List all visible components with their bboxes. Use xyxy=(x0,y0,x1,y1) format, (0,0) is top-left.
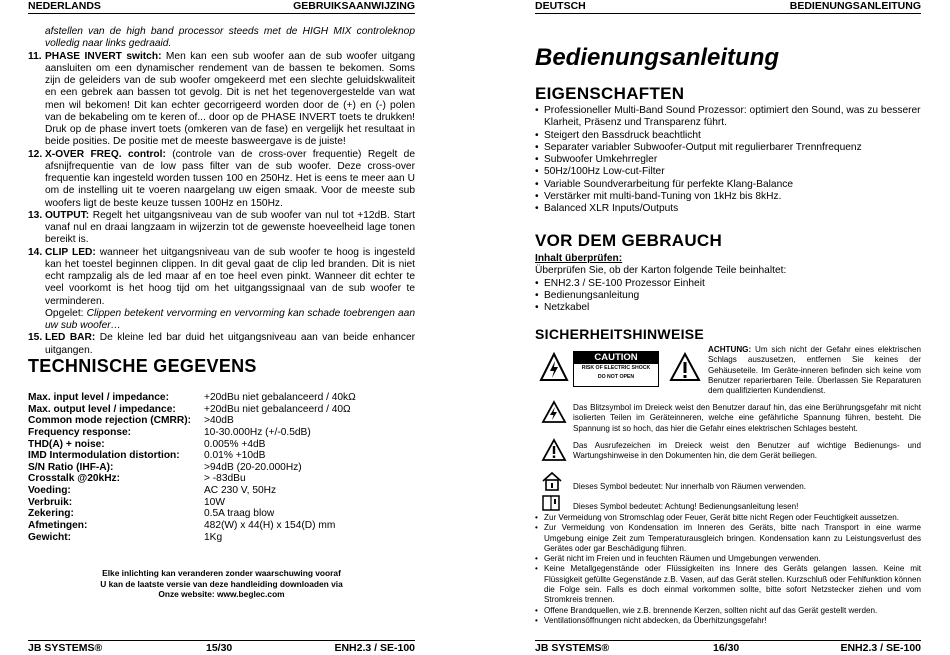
page-title: Bedienungsanleitung xyxy=(535,44,780,71)
list-item: • Netzkabel xyxy=(535,302,921,314)
intro-paragraph: afstellen van de high band processor steeds met de HIGH MIX controleknop volledig naar links gedraaid. xyxy=(45,26,415,50)
item-number: 12. xyxy=(28,148,43,160)
indoor-house-icon xyxy=(541,470,563,492)
spec-label: S/N Ratio (IHF-A): xyxy=(28,461,114,473)
table-row xyxy=(28,508,415,520)
spec-label: Crosstalk @20kHz: xyxy=(28,473,121,485)
note-line: Elke inlichting kan veranderen zonder waarschuwing vooraf xyxy=(102,568,341,578)
spec-value: 10W xyxy=(204,496,225,508)
caution-note xyxy=(28,308,415,333)
table-row xyxy=(28,415,415,427)
page-footer xyxy=(28,640,415,655)
left-page xyxy=(28,0,415,654)
footer-model: ENH2.3 / SE-100 xyxy=(840,642,921,654)
list-item: • Steigert den Bassdruck beachtlicht xyxy=(535,130,921,142)
note-line: U kan de laatste versie van deze handleiding downloaden via xyxy=(100,578,343,589)
item-label: OUTPUT: xyxy=(45,209,90,221)
item-number: 13. xyxy=(28,209,43,221)
manual-symbol-text: Dieses Symbol bedeutet: Achtung! Bedienungsanleitung lesen! xyxy=(573,502,799,511)
spec-value: >40dB xyxy=(204,415,234,427)
item-number: 15. xyxy=(28,332,43,344)
list-item: • Verstärker mit multi-band-Tuning von 1kHz bis 8kHz. xyxy=(535,191,921,203)
spec-value: 0.5A traag blow xyxy=(204,508,275,520)
list-item xyxy=(28,210,415,247)
item-text: (controle van de cross-over frequentie) Regelt de afsnijfrequentie van de low pass filter van de sub woofer. Deze cross-over frequentie kan ingesteld worden tussen 100 en 250Hz. Het is eens te meer aan U om de instelling uit te voeren naargelang uw eigen smaak. Voor de meeste sub woofers ligt de beste keuze tussen 100Hz en 150Hz. xyxy=(45,148,415,209)
contents-label: Inhalt überprüfen: xyxy=(535,253,623,264)
spec-value: 482(W) x 44(H) x 154(D) mm xyxy=(204,520,336,532)
spec-value: 0.005% +4dB xyxy=(204,438,266,450)
item-label: X-OVER FREQ. control: xyxy=(45,148,166,160)
spec-label: Frequency response: xyxy=(28,426,132,438)
exclamation-triangle-icon xyxy=(541,438,567,462)
spec-label: Max. input level / impedance: xyxy=(28,392,169,403)
contents-section xyxy=(535,253,921,314)
list-item: • Balanced XLR Inputs/Outputs xyxy=(535,203,921,215)
spec-label: Afmetingen: xyxy=(28,520,88,532)
spec-value: AC 230 V, 50Hz xyxy=(204,485,277,497)
item-label: PHASE INVERT switch: xyxy=(45,50,162,62)
table-row xyxy=(28,462,415,474)
list-item xyxy=(28,247,415,308)
page-header xyxy=(535,0,921,14)
item-label: LED BAR: xyxy=(45,332,96,344)
table-row xyxy=(28,485,415,497)
disclaimer-note xyxy=(28,568,415,600)
list-item: • Gerät nicht im Freien und in feuchten Räumen und Umgebungen verwenden. xyxy=(535,554,921,564)
safety-list xyxy=(535,513,921,626)
lightning-triangle-icon xyxy=(541,400,567,424)
achtung-body: Um sich nicht der Gefahr eines elektrischen Schlags auszusetzen, entfernen Sie keines der Gehäuseteile. Im Geräte-inneren befinden sich keine vom Benutzer reparierbaren Teile. Überlassen Sie Reparaturen dem qualifizierten Kundendienst. xyxy=(708,345,921,396)
table-row xyxy=(28,427,415,439)
note-text: Clippen betekent vervorming en vervorming kan schade toebrengen aan uw sub woofer… xyxy=(45,307,416,331)
item-text: Regelt het uitgangsniveau van de sub woofer van nul tot +12dB. Start vanaf nul en draai langzaam in wijzerzin tot de gewenste hoeveelheid lage tonen bereikt is. xyxy=(45,209,415,246)
header-doc-type: GEBRUIKSAANWIJZING xyxy=(293,0,415,12)
list-item: • Professioneller Multi-Band Sound Prozessor: optimiert den Sound, was zu besserer Klarheit, Präsenz und Transparenz führt. xyxy=(535,105,921,130)
lightning-triangle-icon xyxy=(539,352,569,382)
footer-page-number: 15/30 xyxy=(206,642,233,654)
header-language: DEUTSCH xyxy=(535,0,586,12)
caution-block xyxy=(535,345,921,396)
table-row xyxy=(28,404,415,416)
list-item: • Zur Vermeidung von Kondensation im Inneren des Geräts, bitte nach Transport in eine warme Umgebung einige Zeit zum Temperaturausgleich bringen. Kondensation kann zu Leistungsverlust des Gerätes oder gar Beschädigung führen. xyxy=(535,523,921,554)
list-item: • Subwoofer Umkehrregler xyxy=(535,154,921,166)
indoor-symbol-text: Dieses Symbol bedeutet: Nur innerhalb von Räumen verwenden. xyxy=(573,482,807,491)
spec-value: 10-30.000Hz (+/-0.5dB) xyxy=(204,426,311,438)
spec-label: Common mode rejection (CMRR): xyxy=(28,415,191,427)
page-header xyxy=(28,0,415,14)
table-row xyxy=(28,497,415,509)
features-heading: EIGENSCHAFTEN xyxy=(535,84,685,103)
exclamation-symbol-text: Das Ausrufezeichen im Dreieck weist den Benutzer auf wichtige Bedienungs- und Wartungshinweise in den Dokumenten hin, die dem Gerät beiliegen. xyxy=(573,441,921,461)
footer-brand: JB SYSTEMS® xyxy=(535,642,610,654)
achtung-text xyxy=(708,345,921,396)
table-row xyxy=(28,439,415,451)
note-line: Onze website: www.beglec.com xyxy=(158,589,285,600)
list-item: • Offene Brandquellen, wie z.B. brennende Kerzen, sollten nicht auf das Gerät gestellt werden. xyxy=(535,606,921,616)
spec-label: Verbruik: xyxy=(28,496,73,508)
header-language: NEDERLANDS xyxy=(28,0,101,12)
spec-value: > -83dBu xyxy=(204,473,246,485)
caution-label-box xyxy=(573,351,659,387)
table-row xyxy=(28,392,415,404)
list-item: • Ventilationsöffnungen nicht abdecken, da Überhitzungsgefahr! xyxy=(535,616,921,626)
table-row xyxy=(28,450,415,462)
item-text: De kleine led bar duid het uitgangsniveau aan van beide enhancer uitgangen. xyxy=(45,332,415,356)
caution-banner: CAUTION xyxy=(574,352,658,364)
contents-intro: Überprüfen Sie, ob der Karton folgende Teile beinhaltet: xyxy=(535,265,787,277)
header-doc-type: BEDIENUNGSANLEITUNG xyxy=(789,0,921,12)
achtung-label: ACHTUNG: xyxy=(708,345,752,354)
spec-value: +20dBu niet gebalanceerd / 40kΩ xyxy=(204,392,356,403)
footer-brand: JB SYSTEMS® xyxy=(28,642,103,654)
list-item xyxy=(28,332,415,357)
list-item: • Zur Vermeidung von Stromschlag oder Feuer, Gerät bitte nicht Regen oder Feuchtigkeit aussetzen. xyxy=(535,513,921,523)
list-item: • 50Hz/100Hz Low-cut-Filter xyxy=(535,166,921,178)
item-number: 14. xyxy=(28,246,43,258)
caution-subtext: RISK OF ELECTRIC SHOCK xyxy=(581,365,651,371)
list-item: • Bedienungsanleitung xyxy=(535,290,921,302)
features-list xyxy=(535,105,921,215)
table-row xyxy=(28,520,415,532)
specs-table xyxy=(28,392,415,543)
item-text: wanneer het uitgangsniveau van de sub woofer te hoog is ingesteld kan het toestel beginnen clippen. In dit geval gaat de clip led branden. Dit is niet echt rampzalig als de led maar af en toe heel even pinkt. Wanneer dit echter te veel voorkomt is het hoog tijd om het uitgangssignaal van de sub woofer te verminderen. xyxy=(45,246,416,307)
spec-value: 1Kg xyxy=(204,531,223,543)
before-use-heading: VOR DEM GEBRAUCH xyxy=(535,231,723,250)
list-item: • ENH2.3 / SE-100 Prozessor Einheit xyxy=(535,278,921,290)
item-number: 11. xyxy=(28,50,42,62)
safety-heading: SICHERHEITSHINWEISE xyxy=(535,326,705,342)
spec-label: Max. output level / impedance: xyxy=(28,403,176,415)
list-item: • Keine Metallgegenstände oder Flüssigkeiten ins Innere des Geräts gelangen lassen. Keine mit Flüssigkeit gefüllte Gegenstände z.B. Vasen, auf das Gerät stellen. Kurzschluß oder Fehlfunktion können die Folge sein. Falls es doch einmal vorkommen sollte, bitte sofort Netzstecker ziehen und vom Stromkreis trennen. xyxy=(535,564,921,605)
item-text: Men kan een sub woofer aan de sub woofer uitgang aansluiten om een dynamischer rendement van de bassen te bekomen. Soms zijn de geleiders van de sub woofer omgekeerd met een slechte geluidskwaliteit en een gebrek aan bassen tot gevolg. Dit is net het tegenovergestelde van wat men wil bekomen! Dit kan echter gecorrigeerd worden door de (+) en (-) polen van de bekabeling om te keren of... door op de PHASE INVERT toets te drukken! Druk op de phase invert toets (omkeren van de fase) en vergelijk het resultaat in beide posities. De positie met de meeste basweergave is de juiste! xyxy=(45,50,415,148)
spec-label: Voeding: xyxy=(28,485,71,497)
spec-value: >94dB (20-20.000Hz) xyxy=(204,461,302,473)
spec-label: THD(A) + noise: xyxy=(28,438,105,450)
specs-heading: TECHNISCHE GEGEVENS xyxy=(28,356,257,376)
list-item xyxy=(28,51,415,149)
page-footer xyxy=(535,640,921,655)
table-row xyxy=(28,532,415,544)
spec-value: +20dBu niet gebalanceerd / 40Ω xyxy=(204,403,351,415)
caution-subtext: DO NOT OPEN xyxy=(597,374,635,380)
footer-model: ENH2.3 / SE-100 xyxy=(334,642,415,654)
item-label: CLIP LED: xyxy=(45,246,96,258)
exclamation-triangle-icon xyxy=(669,352,701,382)
manual-book-icon xyxy=(541,494,561,512)
instructions-body xyxy=(28,26,415,357)
spec-label: Gewicht: xyxy=(28,531,72,543)
right-page xyxy=(535,0,921,654)
spec-value: 0.01% +10dB xyxy=(204,450,266,462)
table-row xyxy=(28,473,415,485)
footer-page-number: 16/30 xyxy=(713,642,740,654)
list-item: • Variable Soundverarbeitung für perfekte Klang-Balance xyxy=(535,179,921,191)
spec-label: IMD Intermodulation distortion: xyxy=(28,450,180,462)
note-label: Opgelet: xyxy=(45,307,87,319)
flash-symbol-text: Das Blitzsymbol im Dreieck weist den Benutzer darauf hin, das eine Berührungsgefahr mit nicht isolierten Teilen im Geräteinneren, welche eine gefährliche Spannung führen, besteht. Die Spannung ist so hoch, das hier die Gefahr eines elektrischen Schlages besteht. xyxy=(573,403,921,433)
list-item xyxy=(28,149,415,210)
spec-label: Zekering: xyxy=(28,508,74,520)
list-item: • Separater variabler Subwoofer-Output mit regulierbarer Trennfrequenz xyxy=(535,142,921,154)
